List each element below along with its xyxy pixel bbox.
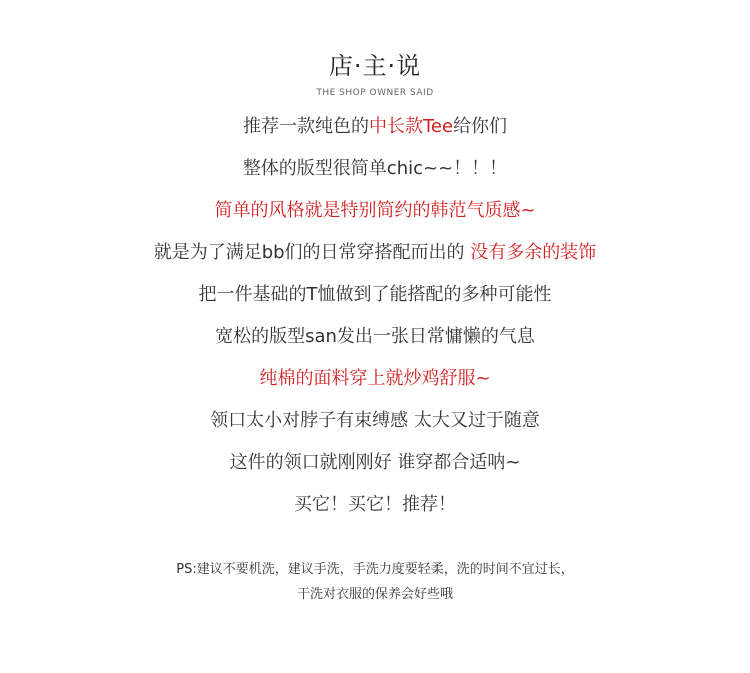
page-subtitle: THE SHOP OWNER SAID [316, 88, 434, 98]
page-title: 店·主·说 [328, 52, 422, 80]
line-5-text: 把一件基础的T恤做到了能搭配的多种可能性 [198, 284, 552, 305]
line-4-highlight: 没有多余的装饰 [470, 242, 597, 263]
description-line-6 [0, 324, 750, 350]
description-line-5 [0, 282, 750, 308]
line-6-text: 宽松的版型san发出一张日常慵懒的气息 [215, 326, 535, 347]
description-line-10 [0, 492, 750, 518]
line-4-text: 就是为了满足bb们的日常穿搭配而出的 [153, 242, 471, 263]
line-3-highlight: 简单的风格就是特别简约的韩范气质感~ [214, 200, 536, 221]
line-1-text: 推荐一款纯色的 [242, 116, 369, 137]
description-line-3 [0, 198, 750, 224]
line-10-text: 买它！买它！推荐！ [294, 494, 456, 515]
description-line-1 [0, 114, 750, 140]
care-note-line-1: PS:建议不要机洗，建议手洗，手洗力度要轻柔，洗的时间不宜过长， [176, 562, 574, 577]
description-line-8 [0, 408, 750, 434]
description-line-4 [0, 240, 750, 266]
care-note-line-2: 干洗对衣服的保养会好些哦 [296, 587, 453, 602]
description-line-7 [0, 366, 750, 392]
line-8-text: 领口太小对脖子有束缚感 太大又过于随意 [210, 410, 540, 431]
line-9-text: 这件的领口就刚刚好 谁穿都合适呐~ [229, 452, 521, 473]
description-line-9 [0, 450, 750, 476]
line-1-text-end: 给你们 [453, 116, 508, 137]
description-line-2 [0, 156, 750, 182]
line-7-highlight: 纯棉的面料穿上就炒鸡舒服~ [259, 368, 491, 389]
line-2-text: 整体的版型很简单chic~~！！！ [242, 158, 508, 179]
line-1-highlight: 中长款Tee [368, 116, 454, 137]
